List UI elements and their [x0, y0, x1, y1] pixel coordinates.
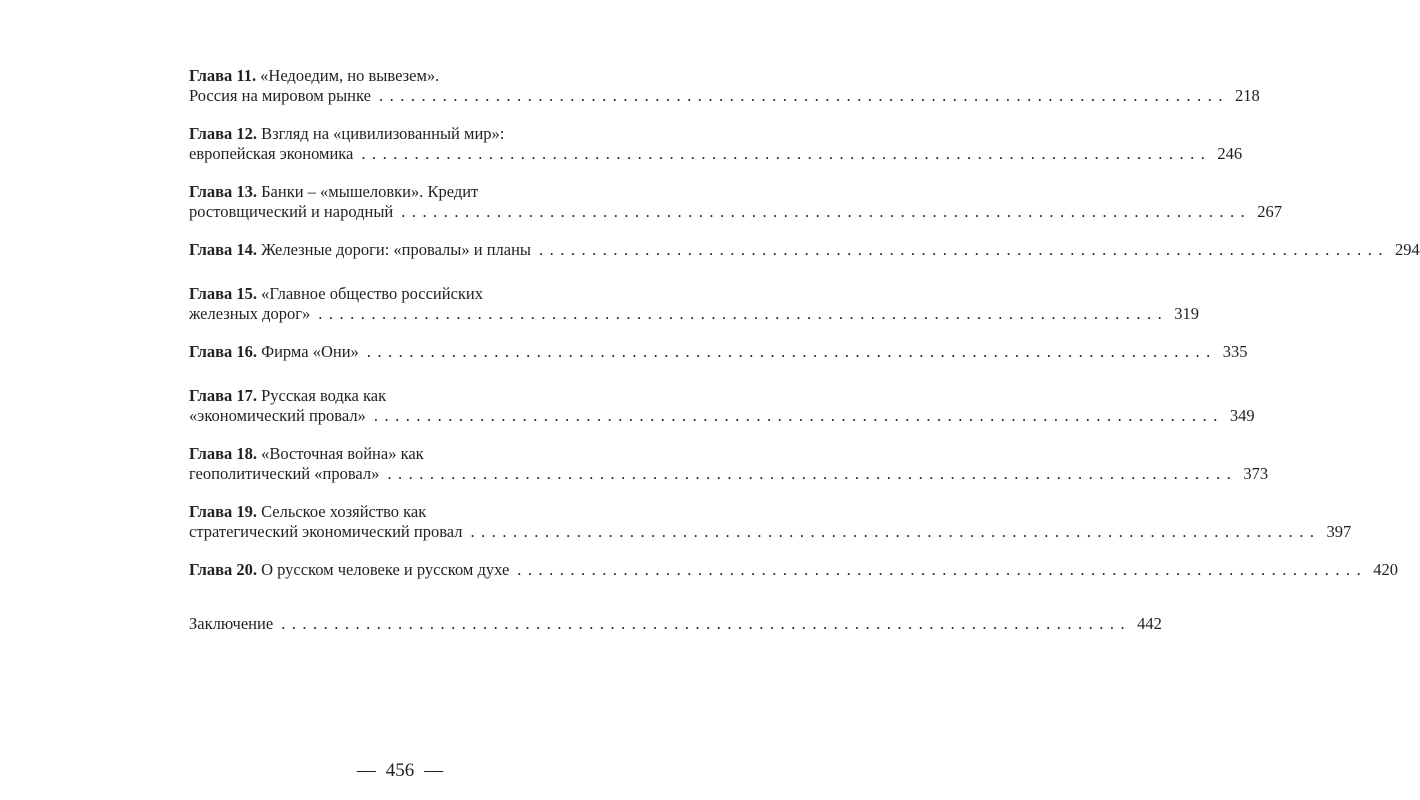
dot-leader: ................................................................................ [470, 522, 1321, 541]
page-number: 218 [1234, 86, 1260, 105]
toc-entry-last-line [189, 522, 1352, 542]
toc-entry-chapter-19[interactable] [189, 502, 1352, 542]
chapter-title-part: «экономический провал» [189, 406, 366, 425]
chapter-title-part: «Восточная война» как [261, 444, 424, 463]
page-number: 397 [1326, 522, 1352, 541]
toc-entry-last-line [189, 86, 1260, 106]
chapter-label: Глава 19. [189, 502, 258, 521]
toc-entry-last-line [189, 406, 1255, 426]
page-number: 294 [1395, 240, 1420, 259]
dot-leader: ................................................................................ [373, 406, 1224, 425]
toc-entry-last-line [189, 342, 1248, 362]
chapter-title-part: Взгляд на «цивилизованный мир»: [261, 124, 505, 143]
toc-entry-last-line [189, 560, 1399, 580]
toc-entry-chapter-18[interactable] [189, 444, 1269, 484]
dot-leader: ................................................................................ [378, 86, 1229, 105]
chapter-label: Глава 18. [189, 444, 258, 463]
toc-entry-first-line [189, 386, 597, 406]
page-number: 349 [1229, 406, 1255, 425]
dot-leader: ................................................................................ [387, 464, 1238, 483]
chapter-label: Глава 14. [189, 240, 258, 259]
page-number: 442 [1137, 614, 1162, 633]
page-number: 267 [1257, 202, 1282, 221]
toc-entry-last-line [189, 304, 1199, 324]
dot-leader: ................................................................................ [517, 560, 1368, 579]
chapter-title-part: Железные дороги: «провалы» и планы [261, 240, 532, 259]
page-footer [0, 760, 800, 782]
page-number: 246 [1217, 144, 1243, 163]
toc-entry-first-line [189, 284, 597, 304]
toc-entry-last-line [189, 144, 1243, 164]
page-number: 420 [1373, 560, 1399, 579]
chapter-title-part: геополитический «провал» [189, 464, 380, 483]
toc-entry-chapter-17[interactable] [189, 386, 1255, 426]
dot-leader: ................................................................................ [401, 202, 1252, 221]
chapter-title-part: европейская экономика [189, 144, 354, 163]
conclusion-title: Заключение [189, 614, 274, 633]
toc-entry-chapter-12[interactable] [189, 124, 1243, 164]
toc-entry-last-line [189, 202, 1282, 222]
toc-entry-chapter-15[interactable] [189, 284, 1199, 324]
toc-entry-last-line [189, 240, 1420, 260]
toc-entry-first-line [189, 66, 597, 86]
dot-leader: ................................................................................ [281, 614, 1132, 633]
toc-entry-chapter-14[interactable] [189, 240, 1420, 260]
footer-dash-right: — [424, 760, 444, 781]
toc-entry-first-line [189, 124, 597, 144]
toc-entry-chapter-11[interactable] [189, 66, 1260, 106]
chapter-label: Глава 11. [189, 66, 257, 85]
chapter-title-part: «Главное общество российских [261, 284, 483, 303]
chapter-label: Глава 12. [189, 124, 258, 143]
dot-leader: ................................................................................ [539, 240, 1390, 259]
footer-dash-left: — [356, 760, 376, 781]
chapter-label: Глава 13. [189, 182, 258, 201]
dot-leader: ................................................................................ [318, 304, 1169, 323]
chapter-title-part: Сельское хозяйство как [261, 502, 427, 521]
page-number: 373 [1243, 464, 1269, 483]
chapter-title-part: ростовщический и народный [189, 202, 394, 221]
toc-entry-last-line [189, 614, 1162, 634]
chapter-title-part: О русском человеке и русском духе [261, 560, 510, 579]
toc-entry-first-line [189, 502, 597, 522]
chapter-label: Глава 20. [189, 560, 258, 579]
toc-entry-first-line [189, 444, 597, 464]
toc-entry-first-line [189, 182, 597, 202]
chapter-title-part: железных дорог» [189, 304, 311, 323]
chapter-title-part: стратегический экономический провал [189, 522, 463, 541]
chapter-title-part: Фирма «Они» [261, 342, 359, 361]
toc-entry-conclusion[interactable] [189, 614, 1162, 634]
dot-leader: ................................................................................ [366, 342, 1217, 361]
footer-page-number: 456 [385, 760, 415, 781]
chapter-title-part: Банки – «мышеловки». Кредит [261, 182, 479, 201]
chapter-label: Глава 17. [189, 386, 258, 405]
page-number: 319 [1174, 304, 1199, 323]
table-of-contents [189, 66, 1420, 658]
toc-entry-last-line [189, 464, 1269, 484]
page-number: 335 [1222, 342, 1248, 361]
chapter-title-part: «Недоедим, но вывезем». [260, 66, 440, 85]
chapter-label: Глава 15. [189, 284, 258, 303]
toc-entry-chapter-20[interactable] [189, 560, 1399, 580]
chapter-title-part: Русская водка как [261, 386, 387, 405]
chapter-label: Глава 16. [189, 342, 258, 361]
chapter-title-part: Россия на мировом рынке [189, 86, 371, 105]
toc-entry-chapter-16[interactable] [189, 342, 1248, 362]
dot-leader: ................................................................................ [361, 144, 1212, 163]
toc-entry-chapter-13[interactable] [189, 182, 1282, 222]
